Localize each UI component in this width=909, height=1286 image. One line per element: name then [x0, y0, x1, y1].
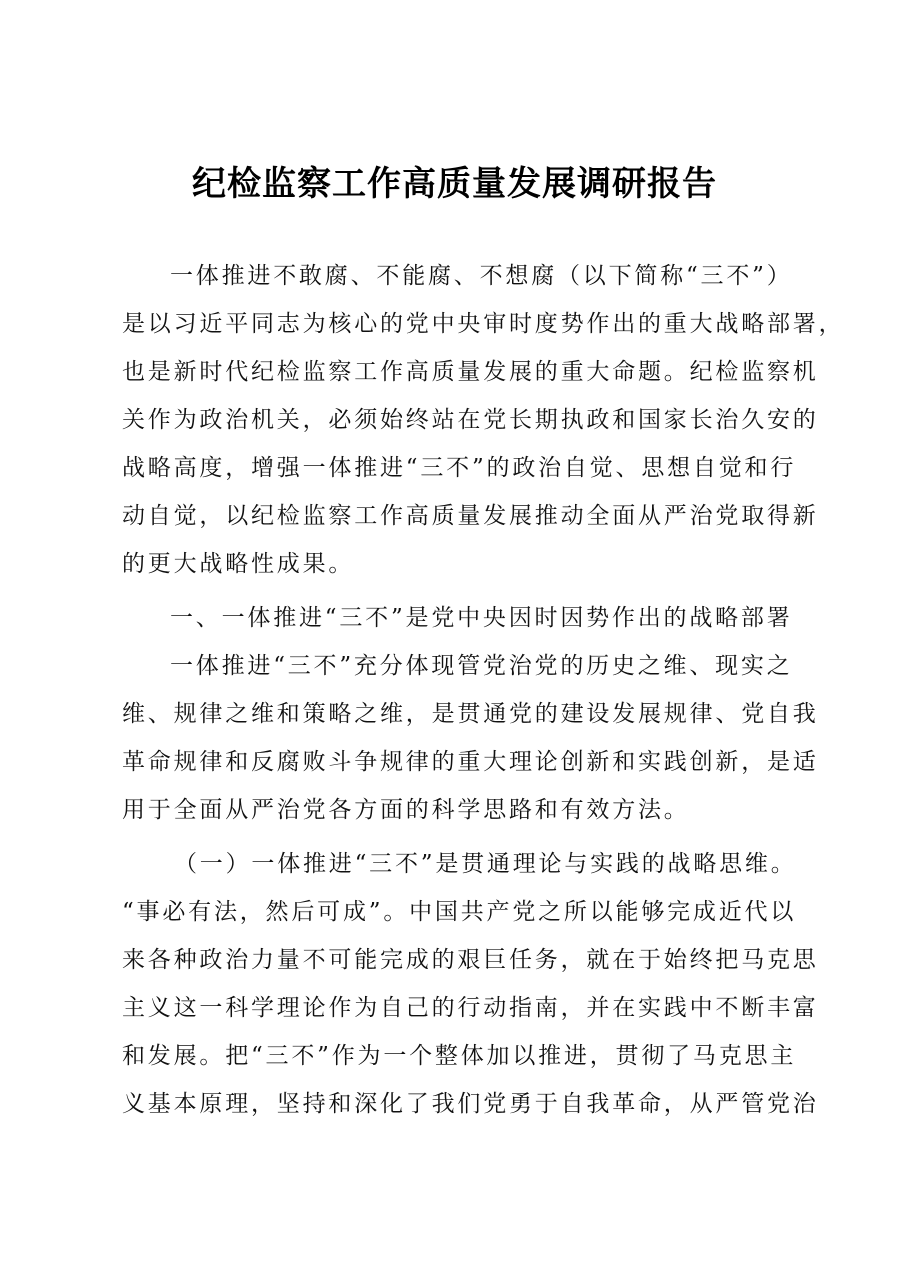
paragraph-intro-line-1: 一体推进不敢腐、不能腐、不想腐（以下简称“三不”）: [170, 263, 793, 289]
paragraph-intro-line-3: 也是新时代纪检监察工作高质量发展的重大命题。纪检监察机: [122, 359, 819, 385]
paragraph-subsection1-line-4: 和发展。把“三不”作为一个整体加以推进，贯彻了马克思主: [122, 1043, 797, 1069]
paragraph-section1-line-3: 革命规律和反腐败斗争规律的重大理论创新和实践创新，是适: [122, 749, 819, 775]
paragraph-intro-line-6: 动自觉，以纪检监察工作高质量发展推动全面从严治党取得新: [122, 503, 819, 529]
document-body: [122, 252, 845, 1128]
paragraph-intro-line-5: 战略高度，增强一体推进“三不”的政治自觉、思想自觉和行: [122, 455, 797, 481]
section-heading-1: 一、一体推进“三不”是党中央因时因势作出的战略部署: [170, 605, 793, 631]
paragraph-subsection1-line-5: 义基本原理，坚持和深化了我们党勇于自我革命，从严管党治: [122, 1091, 819, 1117]
paragraph-intro-line-2: 是以习近平同志为核心的党中央审时度势作出的重大战略部署，: [122, 311, 845, 337]
paragraph-intro-line-7: 的更大战略性成果。: [122, 551, 355, 577]
paragraph-subsection1-line-2: 来各种政治力量不可能完成的艰巨任务，就在于始终把马克思: [122, 947, 819, 973]
paragraph-section1-line-1: 一体推进“三不”充分体现管党治党的历史之维、现实之: [170, 653, 793, 679]
document-title: 纪检监察工作高质量发展调研报告: [192, 164, 717, 204]
paragraph-subsection1-line-3: 主义这一科学理论作为自己的行动指南，并在实践中不断丰富: [122, 995, 819, 1021]
paragraph-section1-line-4: 用于全面从严治党各方面的科学思路和有效方法。: [122, 797, 690, 823]
subsection-heading-1: （一）一体推进“三不”是贯通理论与实践的战略思维。: [174, 851, 797, 877]
paragraph-subsection1-line-1: “事必有法，然后可成”。中国共产党之所以能够完成近代以: [122, 899, 797, 925]
paragraph-intro-line-4: 关作为政治机关，必须始终站在党长期执政和国家长治久安的: [122, 407, 819, 433]
paragraph-section1-line-2: 维、规律之维和策略之维，是贯通党的建设发展规律、党自我: [122, 701, 819, 727]
